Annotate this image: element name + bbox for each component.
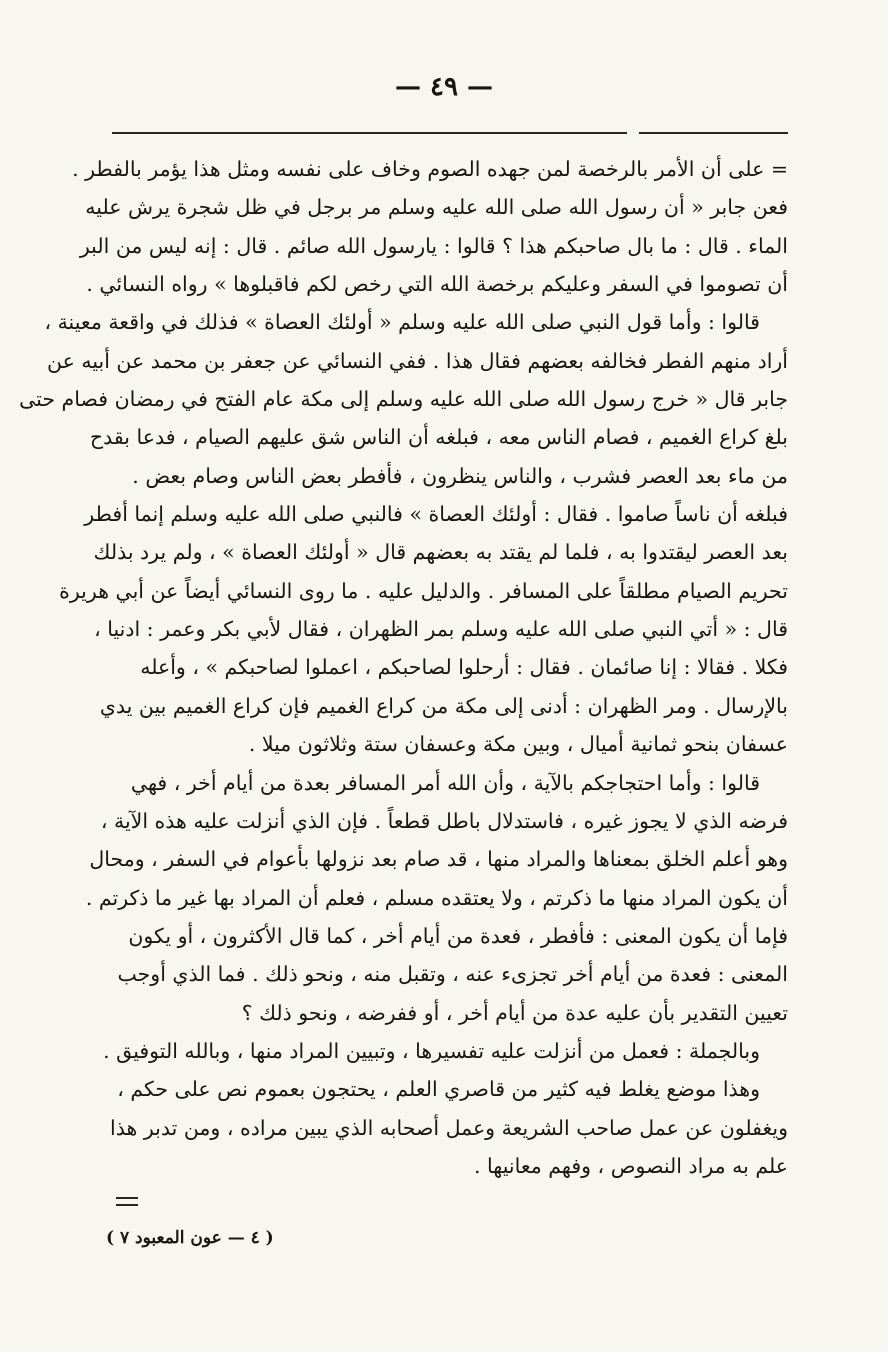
- text-line: جابر قال « خرج رسول الله صلى الله عليه وسلم إلى مكة عام الفتح في رمضان فصام حتى: [19, 387, 788, 412]
- text-line: فإما أن يكون المعنى : فأفطر ، فعدة من أيام أخر ، كما قال الأكثرون ، أو يكون: [128, 923, 788, 948]
- text-line: وبالجملة : فعمل من أنزلت عليه تفسيرها ، وتبيين المراد منها ، وبالله التوفيق .: [103, 1038, 760, 1063]
- footer-signature: ( ٤ — عون المعبود ٧ ): [106, 1228, 274, 1248]
- header-rule: [112, 132, 788, 134]
- text-line: أن تصوموا في السفر وعليكم برخصة الله التي رخص لكم فاقبلوها » رواه النسائي .: [86, 272, 788, 297]
- text-line: وهذا موضع يغلط فيه كثير من قاصري العلم ، يحتجون بعموم نص على حكم ،: [117, 1077, 760, 1102]
- text-line: أراد منهم الفطر فخالفه بعضهم فقال هذا . ففي النسائي عن جعفر بن محمد عن أبيه عن: [46, 348, 788, 373]
- text-line: أن يكون المراد منها ما ذكرتم ، ولا يعتقده مسلم ، فعلم أن المراد بها غير ما ذكرتم .: [85, 885, 788, 910]
- text-line: = على أن الأمر بالرخصة لمن جهده الصوم وخاف على نفسه ومثل هذا يؤمر بالفطر .: [72, 157, 788, 181]
- text-line: قالوا : وأما احتجاجكم بالآية ، وأن الله أمر المسافر بعدة من أيام أخر ، فهي: [130, 770, 760, 795]
- text-line: قالوا : وأما قول النبي صلى الله عليه وسلم « أولئك العصاة » فذلك في واقعة معينة ،: [44, 310, 760, 335]
- text-line: من ماء بعد العصر فشرب ، والناس ينظرون ، فأفطر بعض الناس وصام بعض .: [132, 463, 788, 488]
- header-rule-gap: [627, 131, 639, 135]
- body-text: [19, 150, 788, 1185]
- continuation-mark: [116, 1197, 138, 1206]
- text-line: تحريم الصيام مطلقاً على المسافر . والدليل عليه . ما روى النسائي أيضاً عن أبي هريرة: [59, 578, 788, 603]
- text-line: الماء . قال : ما بال صاحبكم هذا ؟ قالوا : يارسول الله صائم . قال : إنه ليس من البر: [79, 233, 788, 258]
- text-line: بلغ كراع الغميم ، فصام الناس معه ، فبلغه أن الناس شق عليهم الصيام ، فدعا بقدح: [89, 425, 788, 450]
- text-line: ويغفلون عن عمل صاحب الشريعة وعمل أصحابه الذي يبين مراده ، ومن تدبر هذا: [110, 1115, 788, 1140]
- text-line: تعيين التقدير بأن عليه عدة من أيام أخر ، أو ففرضه ، ونحو ذلك ؟: [241, 1000, 788, 1025]
- page-number: — ٤٩ —: [394, 72, 494, 102]
- text-line: المعنى : فعدة من أيام أخر تجزىء عنه ، وتقبل منه ، ونحو ذلك . فما الذي أوجب: [117, 962, 788, 987]
- text-line: قال : « أتي النبي صلى الله عليه وسلم بمر الظهران ، فقال لأبي بكر وعمر : ادنيا ،: [94, 617, 788, 642]
- text-line: فعن جابر « أن رسول الله صلى الله عليه وسلم مر برجل في ظل شجرة يرش عليه: [85, 195, 788, 220]
- text-line: فكلا . فقالا : إنا صائمان . فقال : أرحلوا لصاحبكم ، اعملوا لصاحبكم » ، وأعله: [140, 655, 788, 680]
- text-line: علم به مراد النصوص ، وفهم معانيها .: [474, 1153, 788, 1178]
- text-line: فبلغه أن ناساً صاموا . فقال : أولئك العصاة » فالنبي صلى الله عليه وسلم إنما أفطر: [84, 502, 788, 527]
- text-line: عسفان بنحو ثمانية أميال ، وبين مكة وعسفان ستة وثلاثون ميلا .: [248, 732, 788, 757]
- text-line: فرضه الذي لا يجوز غيره ، فاستدلال باطل قطعاً . فإن الذي أنزلت عليه هذه الآية ،: [100, 808, 788, 833]
- text-line: وهو أعلم الخلق بمعناها والمراد منها ، قد صام بعد نزولها بأعوام في السفر ، ومحال: [89, 847, 788, 872]
- text-line: بعد العصر ليقتدوا به ، فلما لم يقتد به بعضهم قال « أولئك العصاة » ، ولم يرد بذلك: [93, 540, 788, 565]
- text-line: بالإرسال . ومر الظهران : أدنى إلى مكة من كراع الغميم فإن كراع الغميم بين يدي: [99, 693, 788, 718]
